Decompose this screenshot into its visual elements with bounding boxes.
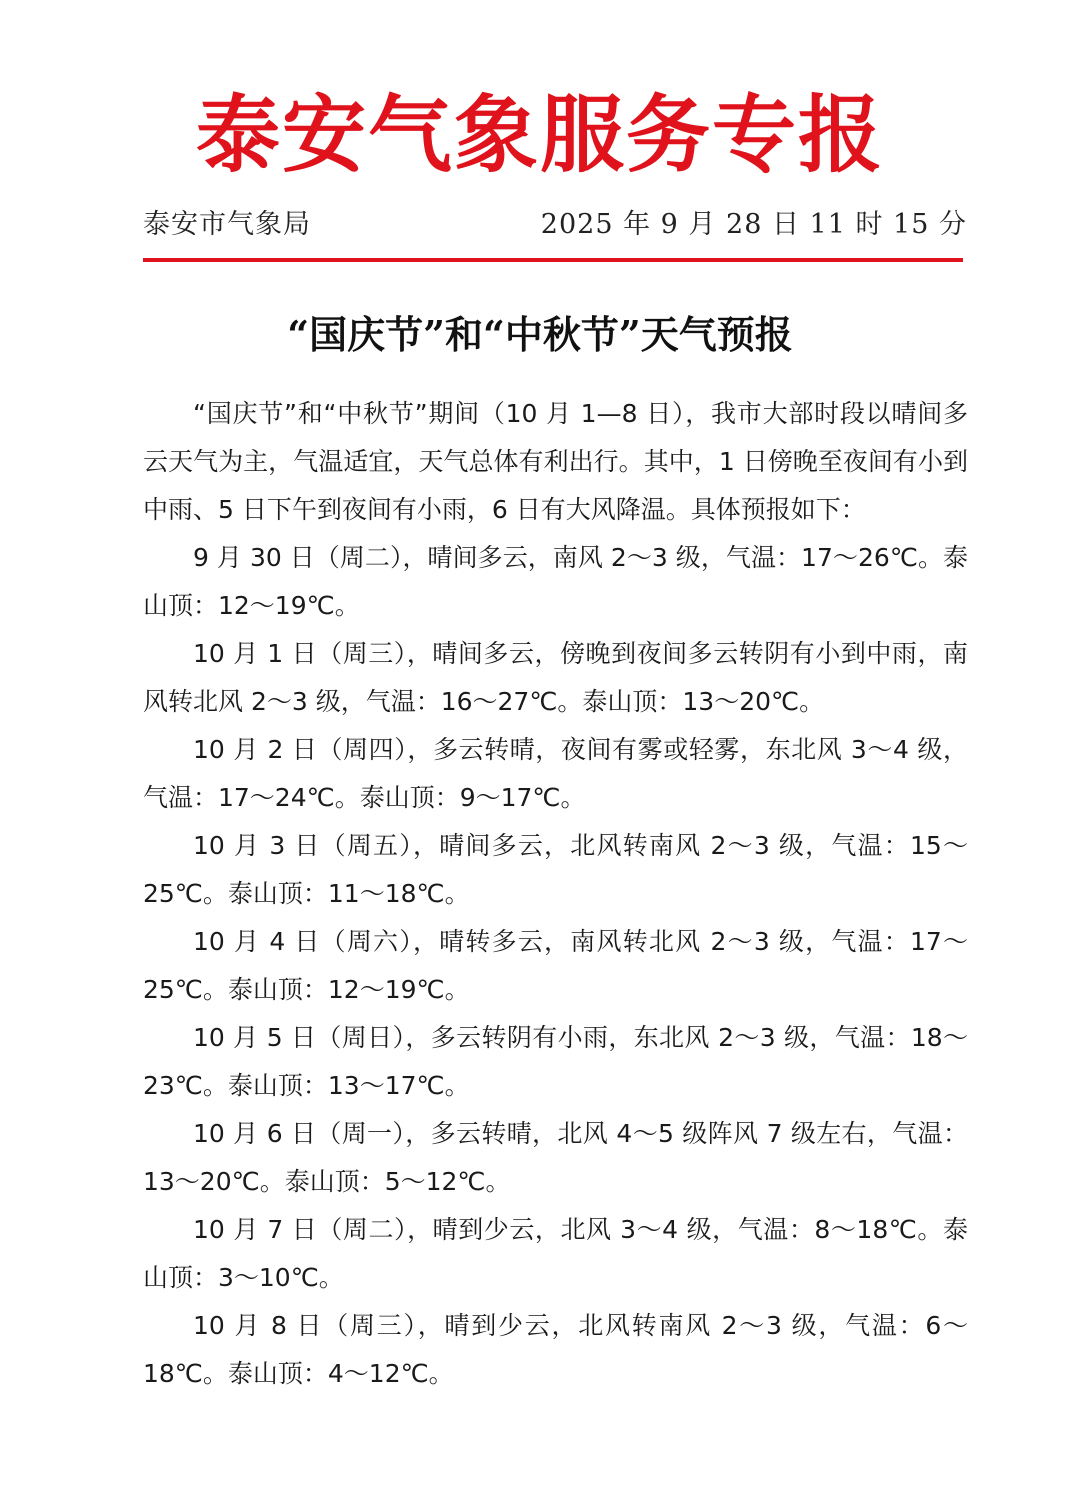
intro-paragraph: “国庆节”和“中秋节”期间（10 月 1—8 日），我市大部时段以晴间多云天气为主，气温适宜，天气总体有利出行。其中，1 日傍晚至夜间有小到中雨、5 日下午到夜间有小雨，6 日有大风降温。具体预报如下：: [143, 399, 968, 524]
forecast-paragraph: 10 月 8 日（周三），晴到少云，北风转南风 2～3 级，气温：6～18℃。泰山顶：4～12℃。: [143, 1311, 968, 1388]
forecast-paragraph: 10 月 7 日（周二），晴到少云，北风 3～4 级，气温：8～18℃。泰山顶：3～10℃。: [143, 1215, 968, 1292]
document-title: “国庆节”和“中秋节”天气预报: [287, 312, 793, 357]
header-divider: [143, 258, 963, 262]
forecast-paragraph: 10 月 6 日（周一），多云转晴，北风 4～5 级阵风 7 级左右，气温：13～20℃。泰山顶：5～12℃。: [143, 1119, 968, 1196]
issuer-name: 泰安市气象局: [143, 209, 311, 240]
forecast-paragraph: 10 月 4 日（周六），晴转多云，南风转北风 2～3 级，气温：17～25℃。泰山顶：12～19℃。: [143, 927, 968, 1004]
forecast-paragraph: 10 月 1 日（周三），晴间多云，傍晚到夜间多云转阴有小到中雨，南风转北风 2～3 级，气温：16～27℃。泰山顶：13～20℃。: [143, 639, 968, 716]
forecast-paragraph: 10 月 2 日（周四），多云转晴，夜间有雾或轻雾，东北风 3～4 级，气温：17～24℃。泰山顶：9～17℃。: [143, 735, 968, 812]
issue-datetime: 2025 年 9 月 28 日 11 时 15 分: [540, 209, 967, 240]
forecast-paragraph: 9 月 30 日（周二），晴间多云，南风 2～3 级，气温：17～26℃。泰山顶：12～19℃。: [143, 543, 968, 620]
forecast-paragraph: 10 月 5 日（周日），多云转阴有小雨，东北风 2～3 级，气温：18～23℃。泰山顶：13～17℃。: [143, 1023, 968, 1100]
masthead-title: 泰安气象服务专报: [195, 85, 884, 184]
document-body: [143, 390, 968, 1398]
forecast-paragraph: 10 月 3 日（周五），晴间多云，北风转南风 2～3 级，气温：15～25℃。泰山顶：11～18℃。: [143, 831, 968, 908]
